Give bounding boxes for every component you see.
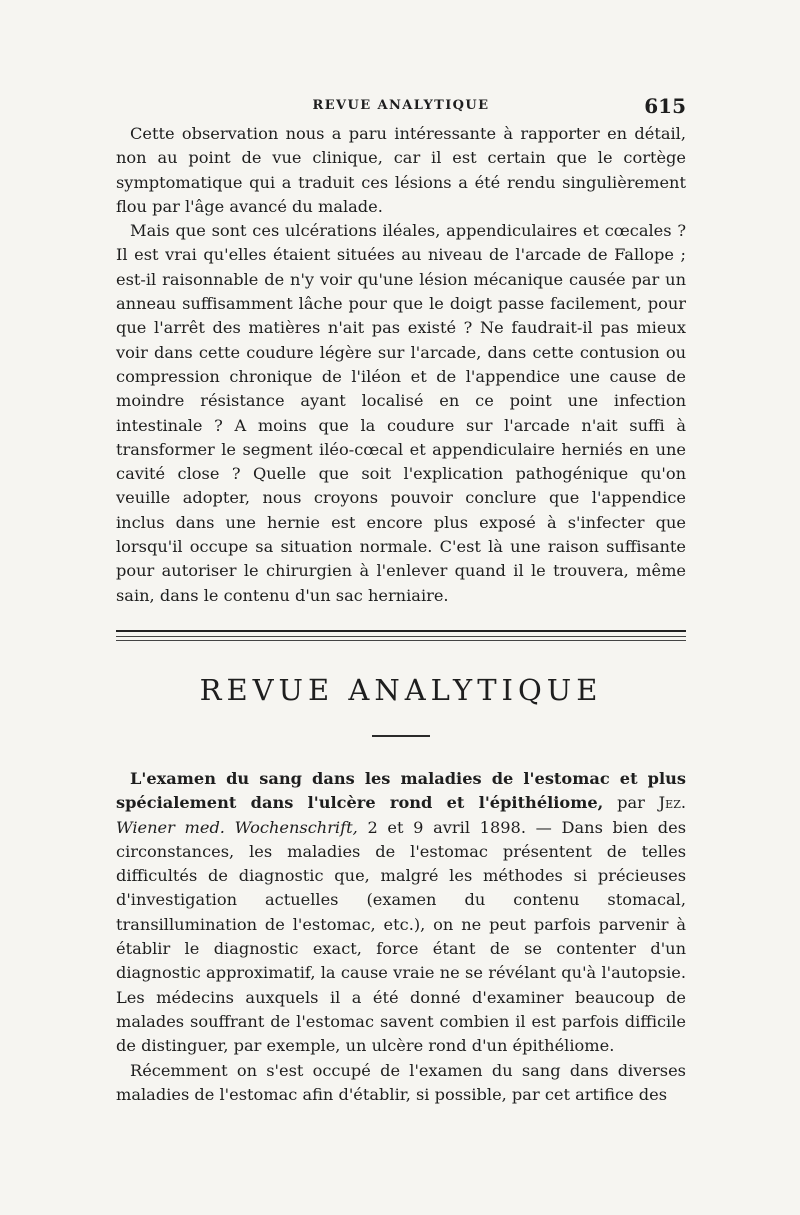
book-page bbox=[116, 94, 686, 1107]
divider-rule bbox=[116, 640, 686, 641]
article-headline: L'examen du sang dans les maladies de l'estomac et plus spécialement dans l'ulcère rond et l'épithéliome, bbox=[116, 768, 686, 813]
section-divider bbox=[116, 630, 686, 641]
article-author: Jez. bbox=[658, 793, 686, 813]
byline-par: par bbox=[617, 793, 645, 813]
paragraph: Cette observation nous a paru intéressante à rapporter en détail, non au point de vue clinique, car il est certain que le cortège symptomatique qui a traduit ces lésions a été rendu singulièrement flou par l'âge avancé du malade. bbox=[116, 124, 686, 216]
journal-name: Wiener med. Wochenschrift, bbox=[116, 817, 358, 837]
running-head bbox=[116, 94, 686, 122]
divider-rule bbox=[116, 636, 686, 637]
paragraph: Récemment on s'est occupé de l'examen du sang dans diverses maladies de l'estomac afin d'établir, si possible, par cet artifice des bbox=[116, 1060, 686, 1104]
short-rule bbox=[372, 735, 430, 737]
page-number: 615 bbox=[644, 94, 686, 118]
article bbox=[116, 767, 686, 1107]
continued-text bbox=[116, 122, 686, 608]
running-title: REVUE ANALYTIQUE bbox=[312, 98, 490, 113]
article-text: 2 et 9 avril 1898. — Dans bien des circonstances, les maladies de l'estomac présentent de telles difficultés de diagnostic que, malgré les méthodes si précieuses d'investigation actuelles (examen du contenu stomacal, transillumination de l'estomac, etc.), on ne peut parfois parvenir à établir le diagnostic exact, force étant de se contenter d'un diagnostic approximatif, la cause vraie ne se révélant qu'à l'autopsie. Les médecins auxquels il a été donné d'examiner beaucoup de malades souffrant de l'estomac savent combien il est parfois difficile de distinguer, par exemple, un ulcère rond d'un épithéliome. bbox=[116, 817, 687, 1056]
article-lead-paragraph bbox=[116, 767, 686, 1059]
paragraph: Mais que sont ces ulcérations iléales, appendiculaires et cœcales ? Il est vrai qu'elles étaient situées au niveau de l'arcade de Fallope ; est-il raisonnable de n'y voir qu'une lésion mécanique causée par un anneau suffisamment lâche pour que le doigt passe facilement, pour que l'arrêt des matières n'ait pas existé ? Ne faudrait-il pas mieux voir dans cette coudure légère sur l'arcade, dans cette contusion ou compression chronique de l'iléon et de l'appendice une cause de moindre résistance ayant localisé en ce point une infection intestinale ? A moins que la coudure sur l'arcade n'ait suffi à transformer le segment iléo-cœcal et appendiculaire herniés en une cavité close ? Quelle que soit l'explication pathogénique qu'on veuille adopter, nous croyons pouvoir conclure que l'appendice inclus dans une hernie est encore plus exposé à s'infecter que lorsqu'il occupe sa situation normale. C'est là une raison suffisante pour autoriser le chirurgien à l'enlever quand il le trouvera, même sain, dans le contenu d'un sac herniaire. bbox=[116, 221, 686, 605]
section-title: REVUE ANALYTIQUE bbox=[199, 672, 603, 707]
